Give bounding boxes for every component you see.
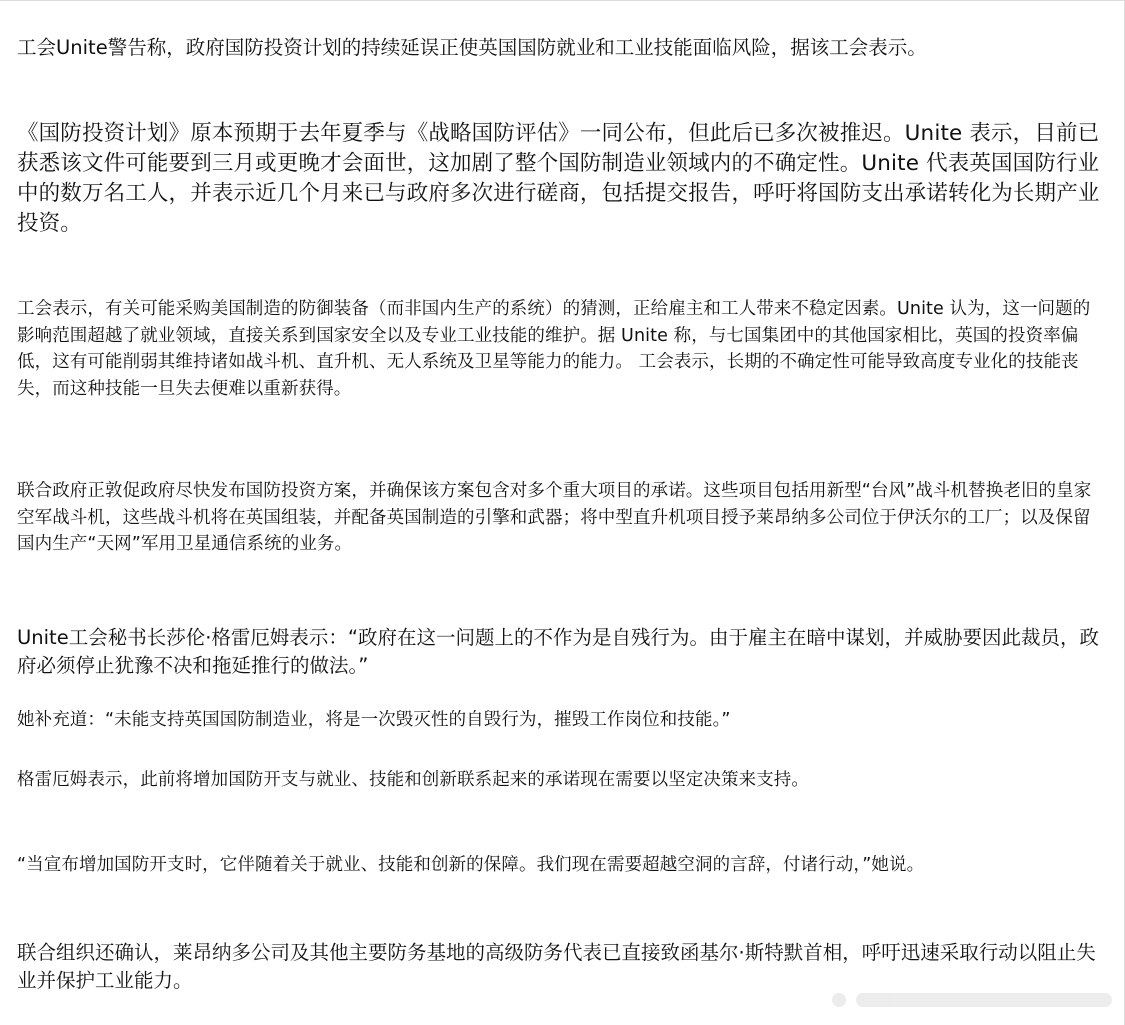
watermark-bar: [856, 993, 1112, 1007]
paragraph: 她补充道：“未能支持英国国防制造业，将是一次毁灭性的自毁行为，摧毁工作岗位和技能。”: [17, 710, 731, 730]
paragraph: 联合组织还确认，莱昂纳多公司及其他主要防务基地的高级防务代表已直接致函基尔·斯特默首相，呼吁迅速采取行动以阻止失业并保护工业能力。: [17, 941, 1096, 992]
paragraph: 格雷厄姆表示，此前将增加国防开支与就业、技能和创新联系起来的承诺现在需要以坚定决策来支持。: [17, 770, 809, 790]
paragraph: 工会表示，有关可能采购美国制造的防御装备（而非国内生产的系统）的猜测，正给雇主和工人带来不稳定因素。Unite 认为，这一问题的影响范围超越了就业领域，直接关系到国家安全以及专业工业技能的维护。据 Unite 称，与七国集团中的其他国家相比，英国的投资率偏低，这有可能削弱其维持诸如战斗机、直升机、无人系统及卫星等能力的能力。 工会表示，长期的不确定性可能导致高度专业化的技能丧失，而这种技能一旦失去便难以重新获得。: [17, 299, 1091, 399]
paragraph: 联合政府正敦促政府尽快发布国防投资方案，并确保该方案包含对多个重大项目的承诺。这些项目包括用新型“台风”战斗机替换老旧的皇家空军战斗机，这些战斗机将在英国组装，并配备英国制造的引擎和武器；将中型直升机项目授予莱昂纳多公司位于伊沃尔的工厂；以及保留国内生产“天网”军用卫星通信系统的业务。: [17, 481, 1092, 554]
paragraph: 工会Unite警告称，政府国防投资计划的持续延误正使英国国防就业和工业技能面临风险，据该工会表示。: [17, 36, 927, 59]
watermark-dot-icon: [832, 993, 846, 1007]
paragraph: 《国防投资计划》原本预期于去年夏季与《战略国防评估》一同公布，但此后已多次被推迟。Unite 表示，目前已获悉该文件可能要到三月或更晚才会面世，这加剧了整个国防制造业领域内的不确定性。Unite 代表英国国防行业中的数万名工人，并表示近几个月来已与政府多次进行磋商，包括提交报告，呼吁将国防支出承诺转化为长期产业投资。: [17, 121, 1100, 236]
paragraph: Unite工会秘书长莎伦·格雷厄姆表示：“政府在这一问题上的不作为是自残行为。由于雇主在暗中谋划，并威胁要因此裁员，政府必须停止犹豫不决和拖延推行的做法。”: [17, 626, 1099, 677]
watermark: [832, 989, 1112, 1011]
paragraph: “当宣布增加国防开支时，它伴随着关于就业、技能和创新的保障。我们现在需要超越空洞的言辞，付诸行动，”她说。: [17, 855, 925, 875]
